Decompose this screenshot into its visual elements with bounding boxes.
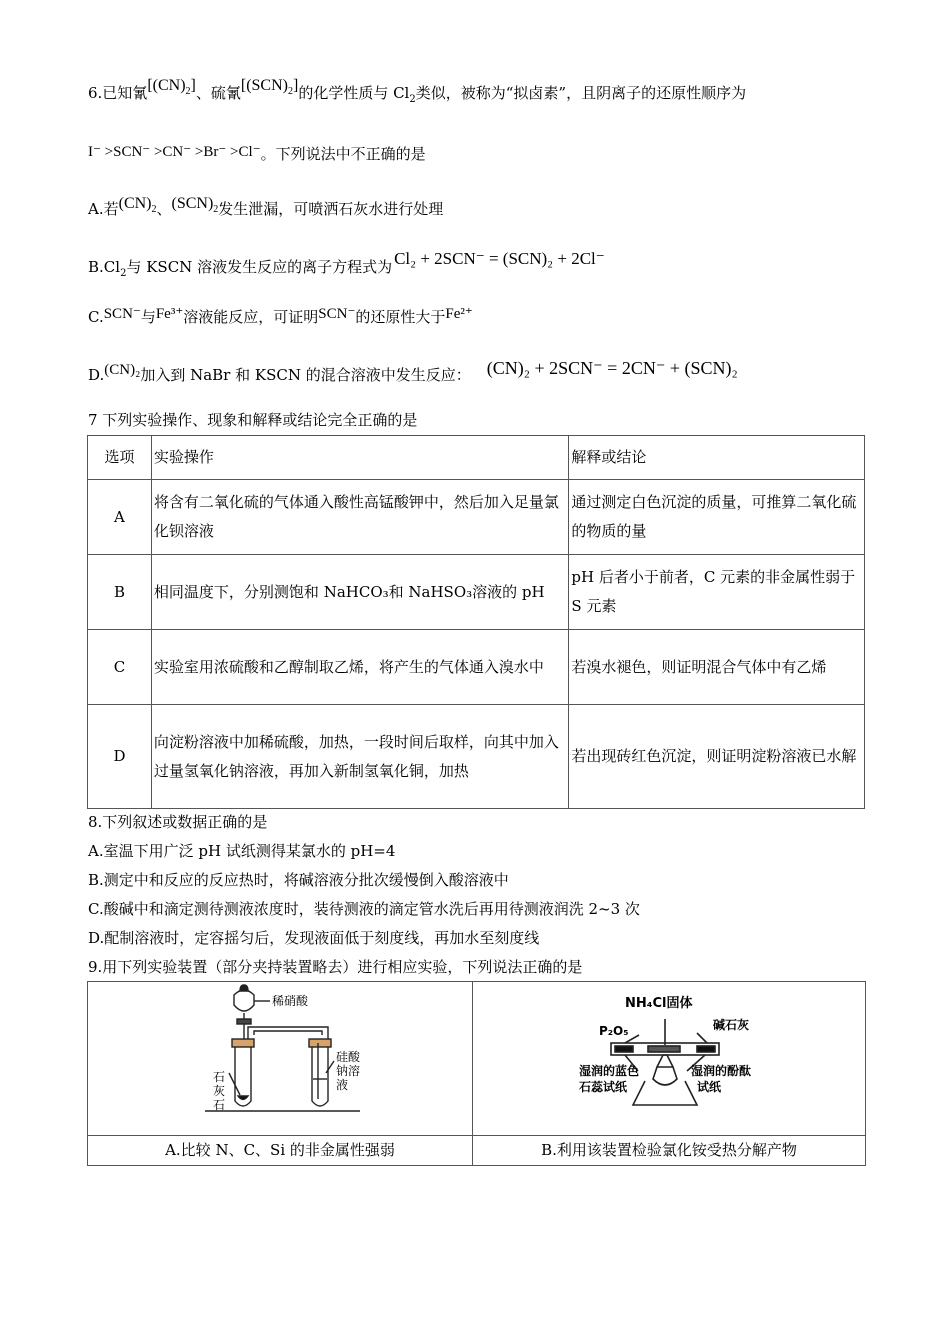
- q6-option-c: [88, 306, 473, 327]
- q6-d-cn: (CN)₂: [104, 362, 141, 378]
- row-operation: 向淀粉溶液中加稀硫酸，加热，一段时间后取样，向其中加入过量氢氧化钠溶液，再加入新制氢氧化铜，加热: [151, 705, 568, 809]
- label-dilute-nitric-acid: 稀硝酸: [272, 993, 309, 1008]
- q6-b-prefix: B.Cl: [88, 258, 121, 276]
- label-soda-lime: 碱石灰: [713, 1017, 750, 1032]
- apparatus-b-diagram: [475, 983, 863, 1135]
- q6-c-fe3: Fe³⁺: [155, 306, 184, 322]
- label-limestone-3: 石: [213, 1097, 226, 1112]
- label-p2o5: P₂O₅: [599, 1023, 629, 1038]
- cn2-formula: (CN): [152, 77, 186, 94]
- figure-b-cell: [473, 982, 866, 1136]
- scn2-formula: (SCN): [246, 77, 288, 94]
- label-limestone-1: 石: [213, 1069, 226, 1084]
- q8-option-d: D.配制溶液时，定容摇匀后，发现液面低于刻度线，再加水至刻度线: [88, 929, 540, 947]
- q6-c-scn: SCN⁻: [103, 306, 141, 322]
- q6-c-fe2: Fe²⁺: [445, 306, 473, 322]
- row-conclusion: pH 后者小于前者，C 元素的非金属性弱于 S 元素: [569, 555, 865, 630]
- q8-stem: 8.下列叙述或数据正确的是: [88, 813, 268, 831]
- label-blue-litmus-1: 湿润的蓝色: [579, 1063, 640, 1078]
- q6-c-prefix: C.: [88, 308, 104, 326]
- row-option: D: [88, 705, 152, 809]
- row-conclusion: 若出现砖红色沉淀，则证明淀粉溶液已水解: [569, 705, 865, 809]
- q8-option-a: A.室温下用广泛 pH 试纸测得某氯水的 pH=4: [88, 842, 396, 860]
- q6-stem-text2: 、硫氰: [195, 84, 241, 102]
- label-phenolphthalein-2: 试纸: [697, 1079, 722, 1094]
- q9-stem: 9.用下列实验装置（部分夹持装置略去）进行相应实验，下列说法正确的是: [88, 958, 583, 976]
- label-blue-litmus-2: 石蕊试纸: [579, 1079, 628, 1094]
- row-operation: 将含有二氧化硫的气体通入酸性高锰酸钾中，然后加入足量氯化钡溶液: [151, 480, 568, 555]
- q6-b-text: 与 KSCN 溶液发生反应的离子方程式为: [126, 258, 393, 276]
- table-row: [88, 480, 865, 555]
- caption-b: B.利用该装置检验氯化铵受热分解产物: [473, 1136, 866, 1166]
- caption-a: A.比较 N、C、Si 的非金属性强弱: [88, 1136, 473, 1166]
- row-option: A: [88, 480, 152, 555]
- table-row: [88, 705, 865, 809]
- q6-option-d: [88, 358, 738, 385]
- q6-c-text1: 与: [140, 308, 156, 326]
- q6-a-scn: (SCN): [171, 195, 214, 212]
- q6-option-a: A.若$(CN)_2$、$(SCN)_2$发生泄漏，可喷洒石灰水进行处理: [88, 195, 444, 218]
- q6-stem-text4: 类似，被称为“拟卤素”，且阴离子的还原性顺序为: [415, 84, 747, 102]
- row-option: C: [88, 630, 152, 705]
- figure-row: [88, 982, 866, 1136]
- q6-a-text: 发生泄漏，可喷洒石灰水进行处理: [218, 200, 444, 218]
- label-limestone-2: 灰: [213, 1083, 226, 1098]
- row-operation: 相同温度下，分别测饱和 NaHCO₃和 NaHSO₃溶液的 pH: [151, 555, 568, 630]
- q6-stem-line2: [88, 143, 426, 164]
- q6-option-b: $B.Cl_2$与 KSCN 溶液发生反应的离子方程式为 Cl₂ + 2SCN⁻ = (SCN)₂ + 2Cl⁻: [88, 249, 605, 279]
- table-header-row: [88, 436, 865, 480]
- header-option: 选项: [88, 436, 152, 480]
- label-sodium-silicate-2: 钠溶: [336, 1063, 361, 1078]
- q6-a-cn: (CN): [118, 195, 152, 212]
- q6-a-sep: 、: [156, 200, 172, 218]
- row-conclusion: 通过测定白色沉淀的质量，可推算二氧化硫的物质的量: [569, 480, 865, 555]
- anion-order: I⁻ >SCN⁻ >CN⁻ >Br⁻ >Cl⁻: [88, 144, 261, 160]
- label-phenolphthalein-1: 湿润的酚酞: [691, 1063, 752, 1078]
- q6-stem-line1: 6.已知氰$[(CN)_2]$、硫氰$[(SCN)_2]$的化学性质与 $Cl_2$类似，被称为“拟卤素”，且阴离子的还原性顺序为: [88, 77, 747, 105]
- apparatus-a-diagram: [90, 983, 470, 1135]
- q6-c-text2: 溶液能反应，可证明: [183, 308, 319, 326]
- row-option: B: [88, 555, 152, 630]
- label-sodium-silicate-3: 液: [336, 1077, 349, 1092]
- q6-c-scn2: SCN⁻: [318, 306, 356, 322]
- q6-b-equation: Cl₂ + 2SCN⁻ = (SCN)₂ + 2Cl⁻: [394, 249, 605, 268]
- q6-d-prefix: D.: [88, 366, 105, 384]
- table-row: [88, 555, 865, 630]
- caption-row: [88, 1136, 866, 1166]
- table-row: [88, 630, 865, 705]
- header-operation: 实验操作: [151, 436, 568, 480]
- q6-stem-question: 。下列说法中不正确的是: [260, 145, 426, 163]
- row-operation: 实验室用浓硫酸和乙醇制取乙烯，将产生的气体通入溴水中: [151, 630, 568, 705]
- figure-a-cell: [88, 982, 473, 1136]
- q6-a-prefix: A.若: [88, 200, 119, 218]
- q7-table: [87, 435, 865, 809]
- label-nh4cl-solid: NH₄Cl固体: [625, 995, 693, 1011]
- q7-stem: 7 下列实验操作、现象和解释或结论完全正确的是: [88, 411, 418, 429]
- q6-d-text: 加入到 NaBr 和 KSCN 的混合溶液中发生反应：: [140, 366, 471, 384]
- q6-stem-text3: 的化学性质与 Cl: [298, 84, 410, 102]
- q9-table: [87, 981, 866, 1166]
- label-sodium-silicate-1: 硅酸: [336, 1049, 361, 1064]
- q6-c-text3: 的还原性大于: [355, 308, 446, 326]
- q8-option-b: B.测定中和反应的反应热时，将碱溶液分批次缓慢倒入酸溶液中: [88, 871, 509, 889]
- q6-stem-text: 6.已知氰: [88, 84, 148, 102]
- header-conclusion: 解释或结论: [569, 436, 865, 480]
- row-conclusion: 若溴水褪色，则证明混合气体中有乙烯: [569, 630, 865, 705]
- q8-option-c: C.酸碱中和滴定测待测液浓度时，装待测液的滴定管水洗后再用待测液润洗 2~3 次: [88, 900, 640, 918]
- q6-d-equation: (CN)₂ + 2SCN⁻ = 2CN⁻ + (SCN)₂: [486, 358, 738, 378]
